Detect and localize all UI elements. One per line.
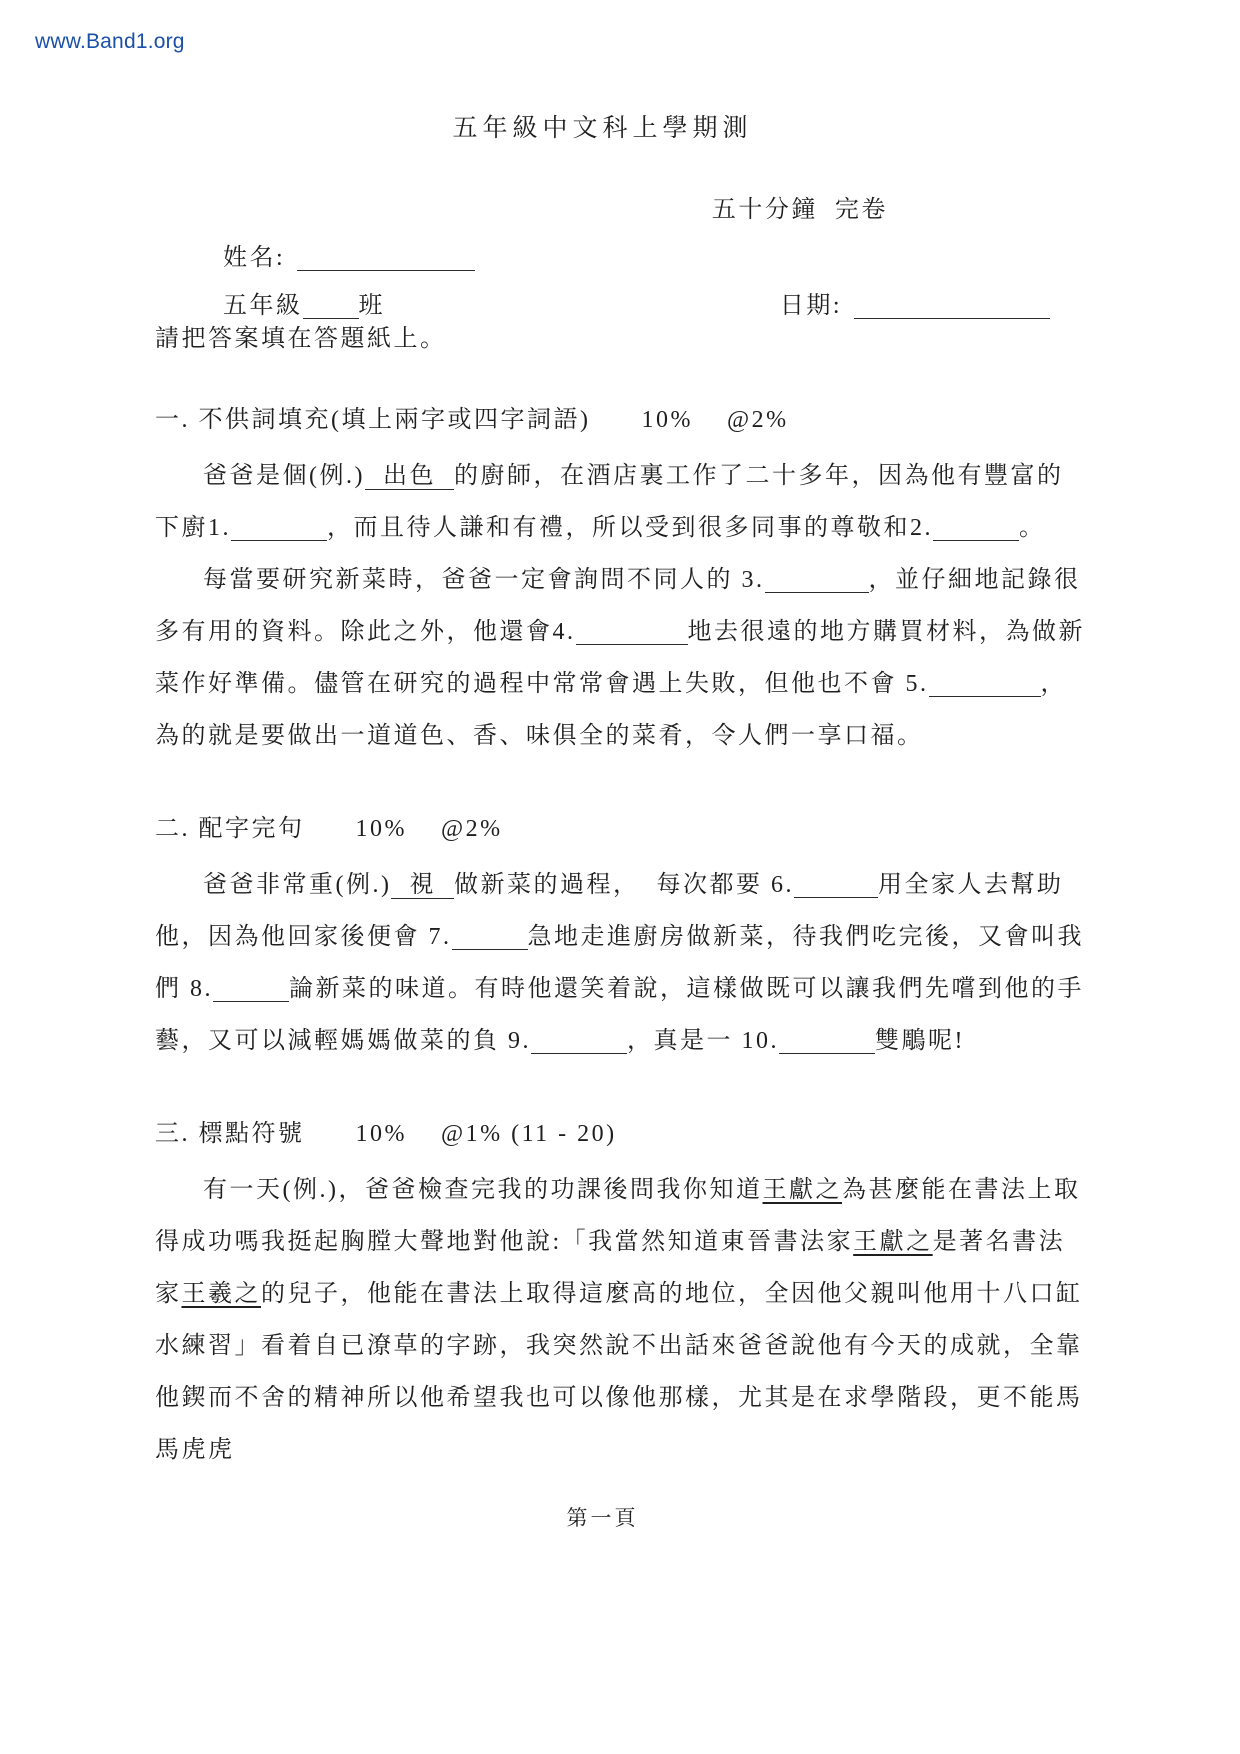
page-title: 五年級中文科上學期測 [452, 115, 753, 142]
text-segment: 論新菜的味道。有時他還笑着說，這樣做既可以讓我們先嚐到他的手 [289, 976, 1084, 1002]
text-segment: 爸爸非常重(例.) [203, 872, 392, 898]
text-line [155, 911, 1084, 963]
section-1-paragraph [155, 450, 1085, 762]
text-segment: 是著名書法 [932, 1229, 1066, 1255]
text-segment: 馬虎虎 [155, 1437, 235, 1463]
text-segment: ，真是一 10. [627, 1028, 779, 1054]
date-blank [854, 284, 1050, 319]
text-segment: 他鍥而不舍的精神所以他希望我也可以像他那樣，尤其是在求學階段，更不能馬 [155, 1385, 1083, 1411]
name-label: 姓名: [223, 245, 286, 271]
example-answer: 出色 [365, 463, 454, 490]
class-suffix: 班 [358, 293, 385, 319]
answer-blank [765, 558, 869, 593]
date-row [712, 234, 1050, 319]
text-segment: 們 8. [155, 976, 213, 1002]
text-segment: 雙鵰呢! [875, 1028, 965, 1054]
text-segment: 水練習」看着自已潦草的字跡，我突然說不出話來爸爸說他有今天的成就，全靠 [155, 1333, 1083, 1359]
header-right-column [711, 186, 1050, 319]
text-line [155, 606, 1085, 658]
answer-blank [929, 662, 1041, 697]
text-line [155, 658, 1067, 710]
text-segment: 為甚麼能在書法上取 [841, 1177, 1081, 1203]
text-segment: ， [1040, 671, 1067, 697]
text-segment: 的廚師，在酒店裏工作了二十多年，因為他有豐富的 [453, 463, 1064, 489]
answer-blank [452, 915, 528, 950]
answer-blank [933, 506, 1019, 541]
text-line [155, 450, 1064, 502]
text-line [155, 1320, 1083, 1372]
answer-blank [576, 610, 688, 645]
text-line [155, 963, 1084, 1015]
text-segment: 急地走進廚房做新菜，待我們吃完後，又會叫我 [527, 924, 1084, 950]
underlined-name: 王羲之 [181, 1281, 261, 1307]
section-3-heading: 三. 標點符號 10% @1% (11 - 20) [155, 1121, 617, 1147]
page-number: 第一頁 [566, 1506, 639, 1530]
class-prefix: 五年級 [223, 293, 303, 319]
text-segment: 他，因為他回家後便會 7. [155, 924, 452, 950]
text-segment: 每當要研究新菜時，爸爸一定會詢問不同人的 3. [203, 567, 765, 593]
text-segment: 為的就是要做出一道道色、香、味俱全的菜肴，令人們一享口福。 [155, 723, 924, 749]
text-segment: 菜作好準備。儘管在研究的過程中常常會遇上失敗，但他也不會 5. [155, 671, 929, 697]
text-segment: 家 [155, 1281, 182, 1307]
text-line [155, 859, 1064, 911]
watermark-text: www.Band1.org [35, 30, 185, 53]
section-3 [155, 1113, 1083, 1476]
text-segment: 。 [1019, 515, 1046, 541]
answer-blank [531, 1019, 627, 1054]
text-segment: 多有用的資料。除此之外，他還會4. [155, 619, 576, 645]
text-line [155, 1424, 1050, 1476]
text-line [155, 502, 1050, 554]
section-2 [155, 808, 1084, 1067]
name-row [155, 186, 475, 271]
text-segment: 做新菜的過程， 每次都要 6. [453, 872, 794, 898]
section-1-heading: 一. 不供詞填充(填上兩字或四字詞語) 10% @2% [155, 407, 789, 433]
date-label: 日期: [779, 293, 842, 319]
text-segment: 的兒子，他能在書法上取得這麼高的地位，全因他父親叫他用十八口缸 [261, 1281, 1083, 1307]
class-blank [303, 284, 359, 319]
header-left-column [155, 186, 475, 319]
text-segment: 藝，又可以減輕媽媽做菜的負 9. [155, 1028, 531, 1054]
answer-blank [213, 967, 289, 1002]
answer-blank [794, 863, 878, 898]
instruction-text: 請把答案填在答題紙上。 [155, 326, 447, 352]
text-segment: ，而且待人謙和有禮，所以受到很多同事的尊敬和2. [327, 515, 933, 541]
text-segment: 得成功嗎我挺起胸膛大聲地對他說:「我當然知道東晉書法家 [155, 1229, 854, 1255]
text-line [155, 1015, 1050, 1067]
text-line [155, 1268, 1083, 1320]
text-line [155, 710, 1050, 762]
text-segment: 用全家人去幫助 [877, 872, 1064, 898]
answer-blank [231, 506, 327, 541]
underlined-name: 王獻之 [853, 1229, 933, 1255]
section-3-paragraph [155, 1164, 1083, 1476]
text-segment: 地去很遠的地方購買材料，為做新 [687, 619, 1085, 645]
text-segment: 下廚1. [155, 515, 231, 541]
header-block [155, 186, 1050, 319]
name-blank [297, 236, 475, 271]
section-2-heading: 二. 配字完句 10% @2% [155, 816, 503, 842]
example-answer: 視 [391, 872, 454, 899]
duration-text: 五十分鐘 完卷 [711, 197, 888, 223]
text-segment: ，並仔細地記錄很 [868, 567, 1081, 593]
section-1 [155, 399, 1085, 762]
text-line [155, 554, 1081, 606]
section-2-paragraph [155, 859, 1084, 1067]
underlined-name: 王獻之 [762, 1177, 842, 1203]
text-line [155, 1164, 1081, 1216]
text-line [155, 1216, 1066, 1268]
text-line [155, 1372, 1083, 1424]
text-segment: 有一天(例.)，爸爸檢查完我的功課後問我你知道 [203, 1177, 763, 1203]
text-segment: 爸爸是個(例.) [203, 463, 365, 489]
answer-blank [779, 1019, 875, 1054]
